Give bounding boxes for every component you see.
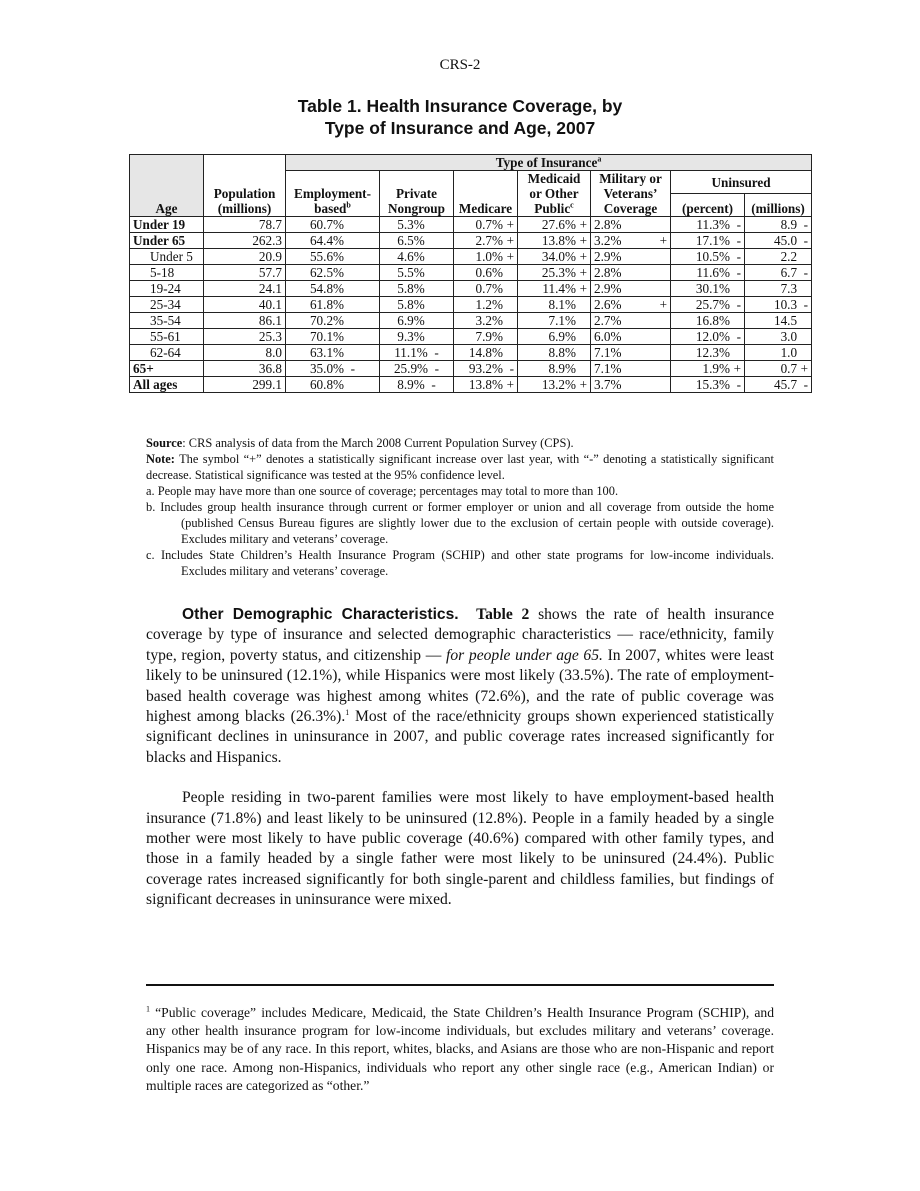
- note-text: The symbol “+” denotes a statistically significant increase over last year, with “-” denoting a statistically significant decrease. Statistical significance was tested at the 95% confidence level.: [146, 452, 774, 482]
- col-header-age: Age: [130, 155, 204, 217]
- cell-age-value: 62-64: [150, 345, 181, 360]
- table-title: [0, 95, 920, 139]
- cell-private-value: 5.3%: [397, 217, 425, 232]
- cell-age-value: 19-24: [150, 281, 181, 296]
- col-header-medicaid-line2: or Other: [529, 186, 579, 201]
- cell-uninsured-millions: [745, 329, 812, 345]
- cell-medicaid: [518, 329, 591, 345]
- cell-medicare-value: 1.2%: [475, 297, 503, 312]
- col-header-military-line1: Military or: [599, 171, 662, 186]
- coverage-table: [129, 154, 812, 393]
- cell-military-value: 7.1%: [594, 361, 622, 376]
- cell-population: [204, 297, 286, 313]
- cell-medicare-significance-flag: +: [506, 233, 514, 248]
- cell-medicare-value: 0.6%: [475, 265, 503, 280]
- cell-military: [591, 329, 671, 345]
- col-header-uninsured-millions: (millions): [745, 194, 812, 217]
- cell-age: [130, 361, 204, 377]
- col-header-military: [591, 171, 671, 217]
- table-row: [130, 217, 812, 233]
- cell-employment: [286, 377, 380, 393]
- group-header-sup: a: [597, 154, 602, 164]
- cell-population-value: 299.1: [252, 377, 282, 392]
- cell-employment: [286, 281, 380, 297]
- cell-employment-value: 60.8%: [309, 377, 345, 392]
- table-2-reference: Table 2: [476, 606, 530, 623]
- table-row: [130, 361, 812, 377]
- cell-uninsured-millions-significance-flag: -: [803, 297, 809, 312]
- cell-medicare: [454, 361, 518, 377]
- cell-uninsured-percent-value: 12.3%: [695, 345, 730, 360]
- cell-population: [204, 217, 286, 233]
- cell-uninsured-percent: [671, 345, 745, 361]
- cell-uninsured-percent: [671, 377, 745, 393]
- table-row: [130, 313, 812, 329]
- cell-age: [130, 329, 204, 345]
- cell-medicare-significance-flag: +: [506, 377, 514, 392]
- table-row: [130, 329, 812, 345]
- cell-age: [130, 297, 204, 313]
- cell-population-value: 78.7: [258, 217, 282, 232]
- run-in-heading: Other Demographic Characteristics.: [182, 606, 459, 623]
- cell-medicaid-value: 27.6%: [541, 217, 576, 232]
- cell-age-value: Under 5: [150, 249, 193, 264]
- cell-age-value: 35-54: [150, 313, 181, 328]
- cell-age: [130, 377, 204, 393]
- cell-medicaid-value: 8.9%: [548, 361, 576, 376]
- page-footnote: [146, 1004, 774, 1095]
- cell-private-value: 5.8%: [397, 297, 425, 312]
- cell-uninsured-millions: [745, 345, 812, 361]
- cell-medicaid-value: 13.2%: [541, 377, 576, 392]
- cell-private: [380, 217, 454, 233]
- table-row: [130, 233, 812, 249]
- cell-uninsured-percent-value: 11.6%: [696, 265, 730, 280]
- col-group-type-of-insurance: [286, 155, 812, 171]
- cell-employment: [286, 361, 380, 377]
- table-title-line-2: Type of Insurance and Age, 2007: [324, 118, 596, 138]
- cell-employment: [286, 217, 380, 233]
- cell-medicare: [454, 281, 518, 297]
- cell-medicaid: [518, 313, 591, 329]
- cell-military: [591, 361, 671, 377]
- cell-medicaid: [518, 345, 591, 361]
- cell-population-value: 262.3: [252, 233, 282, 248]
- cell-medicaid-value: 8.8%: [548, 345, 576, 360]
- cell-population-value: 25.3: [258, 329, 282, 344]
- cell-population: [204, 345, 286, 361]
- cell-employment: [286, 233, 380, 249]
- cell-medicare: [454, 249, 518, 265]
- table-row: [130, 345, 812, 361]
- cell-medicaid-value: 25.3%: [541, 265, 576, 280]
- cell-private-value: 6.5%: [397, 233, 425, 248]
- cell-uninsured-percent-value: 12.0%: [695, 329, 730, 344]
- page-footnote-1: [146, 1004, 774, 1095]
- cell-medicaid: [518, 281, 591, 297]
- cell-medicare-significance-flag: -: [509, 361, 514, 376]
- cell-population: [204, 377, 286, 393]
- cell-uninsured-millions: [745, 249, 812, 265]
- cell-medicare: [454, 345, 518, 361]
- cell-uninsured-percent-significance-flag: +: [733, 361, 741, 376]
- table-row: [130, 281, 812, 297]
- table-row: [130, 377, 812, 393]
- paragraph-1: [146, 605, 774, 768]
- cell-uninsured-percent: [671, 217, 745, 233]
- page-header: CRS-2: [439, 57, 481, 73]
- col-header-medicaid: [518, 171, 591, 217]
- cell-private-significance-flag: -: [434, 361, 440, 376]
- cell-medicaid: [518, 377, 591, 393]
- cell-population: [204, 329, 286, 345]
- cell-private: [380, 265, 454, 281]
- cell-uninsured-millions-value: 14.5: [773, 313, 798, 328]
- cell-employment-value: 54.8%: [309, 281, 345, 296]
- cell-medicaid-value: 7.1%: [548, 313, 576, 328]
- cell-population-value: 57.7: [258, 265, 282, 280]
- cell-age-value: 25-34: [150, 297, 181, 312]
- table-title-line-1: Table 1. Health Insurance Coverage, by: [297, 96, 623, 116]
- cell-uninsured-millions-significance-flag: +: [800, 361, 809, 376]
- cell-private-value: 11.1%: [394, 345, 428, 360]
- cell-employment-value: 61.8%: [309, 297, 345, 312]
- footnote-c: c. Includes State Children’s Health Insurance Program (SCHIP) and other state programs for low-income individuals. Excludes military and veterans’ coverage.: [146, 548, 774, 578]
- cell-population-value: 40.1: [258, 297, 282, 312]
- cell-military-significance-flag: +: [659, 297, 667, 312]
- cell-employment: [286, 313, 380, 329]
- cell-uninsured-percent-significance-flag: -: [736, 329, 741, 344]
- cell-employment-value: 60.7%: [309, 217, 345, 232]
- footnote-divider: [146, 984, 774, 986]
- cell-private-value: 5.5%: [397, 265, 425, 280]
- cell-military: [591, 265, 671, 281]
- cell-age-value: Under 19: [133, 217, 186, 232]
- cell-private: [380, 377, 454, 393]
- cell-population: [204, 265, 286, 281]
- cell-uninsured-millions-value: 3.0: [780, 329, 798, 344]
- cell-uninsured-millions-significance-flag: -: [803, 217, 809, 232]
- cell-medicare-value: 3.2%: [475, 313, 503, 328]
- cell-age-value: 5-18: [150, 265, 175, 280]
- footnote-ref-1: 1: [345, 707, 350, 717]
- cell-military: [591, 377, 671, 393]
- cell-employment-value: 64.4%: [309, 233, 345, 248]
- paragraph-1-text-a: shows the rate of health insurance coverage by type of insurance and selected demographic characteristics — race/ethnicity, family type, region, poverty status, and citizenship —: [146, 606, 775, 664]
- cell-private-value: 9.3%: [397, 329, 425, 344]
- cell-age: [130, 281, 204, 297]
- paragraph-2: People residing in two-parent families were most likely to have employment-based health insurance (71.8%) and least likely to be uninsured (12.8%). People in a family headed by a single mother were most likely to have public coverage (40.6%) compared with other family types, and those in a family headed by a single father were most likely to be uninsured (24.4%). Public coverage rates increased significantly for both single-parent and childless families, but findings of significant decreases in uninsurance were mixed.: [146, 789, 774, 909]
- body-text: [146, 605, 774, 931]
- cell-medicare-significance-flag: +: [506, 249, 514, 264]
- note-label: Note:: [146, 452, 175, 466]
- source-note: [146, 435, 774, 451]
- cell-uninsured-percent-value: 11.3%: [696, 217, 730, 232]
- cell-private-value: 4.6%: [397, 249, 425, 264]
- cell-medicaid-significance-flag: +: [579, 281, 587, 296]
- footnote-a: a. People may have more than one source of coverage; percentages may total to more than 100.: [146, 484, 619, 498]
- table-row: [130, 265, 812, 281]
- cell-employment-value: 55.6%: [309, 249, 345, 264]
- cell-medicare-value: 7.9%: [475, 329, 503, 344]
- cell-medicaid: [518, 297, 591, 313]
- cell-military-value: 2.9%: [594, 249, 622, 264]
- col-header-employment-line1: Employment-: [294, 186, 371, 201]
- cell-uninsured-percent-significance-flag: -: [736, 265, 741, 280]
- col-header-military-line3: Coverage: [603, 201, 658, 216]
- cell-uninsured-millions-significance-flag: -: [803, 265, 809, 280]
- col-header-uninsured: Uninsured: [671, 171, 812, 194]
- cell-medicare: [454, 217, 518, 233]
- cell-population-value: 36.8: [258, 361, 282, 376]
- cell-medicare: [454, 297, 518, 313]
- cell-private-value: 8.9%: [397, 377, 425, 392]
- cell-age: [130, 217, 204, 233]
- cell-military: [591, 313, 671, 329]
- cell-age: [130, 345, 204, 361]
- cell-private-significance-flag: -: [434, 345, 439, 360]
- col-header-employment: [286, 171, 380, 217]
- cell-military-value: 2.7%: [594, 313, 622, 328]
- cell-medicaid-value: 6.9%: [548, 329, 576, 344]
- cell-uninsured-percent: [671, 297, 745, 313]
- cell-population-value: 86.1: [258, 313, 282, 328]
- cell-military-value: 6.0%: [594, 329, 622, 344]
- cell-military: [591, 233, 671, 249]
- col-header-employment-line2: based: [314, 201, 347, 216]
- cell-private-value: 6.9%: [397, 313, 425, 328]
- paragraph-1-text-c: Most of the race/ethnicity groups shown experienced statistically significant declines in uninsurance in 2007, and public coverage rates increased significantly for blacks and Hispanics.: [146, 708, 774, 766]
- cell-medicare-value: 93.2%: [468, 361, 503, 376]
- cell-age: [130, 265, 204, 281]
- cell-uninsured-millions: [745, 313, 812, 329]
- cell-medicare: [454, 313, 518, 329]
- cell-medicaid-significance-flag: +: [579, 377, 587, 392]
- cell-private: [380, 281, 454, 297]
- cell-uninsured-percent: [671, 233, 745, 249]
- cell-medicaid-value: 8.1%: [548, 297, 576, 312]
- col-header-medicaid-line1: Medicaid: [527, 171, 581, 186]
- cell-uninsured-percent: [671, 361, 745, 377]
- cell-uninsured-millions-value: 7.3: [780, 281, 798, 296]
- cell-uninsured-millions: [745, 377, 812, 393]
- col-header-medicaid-sup: c: [570, 200, 574, 210]
- cell-uninsured-percent-significance-flag: -: [736, 233, 741, 248]
- paragraph-1-text-b: In 2007, whites were least likely to be uninsured (12.1%), while Hispanics were most likely (33.5%). The rate of employment-based health coverage was highest among whites (72.6%), and the rate of public coverage was highest among blacks (26.3%).: [146, 646, 775, 726]
- cell-medicaid-significance-flag: +: [579, 265, 587, 280]
- col-header-population-line1: Population: [213, 186, 276, 201]
- cell-uninsured-millions-significance-flag: -: [803, 377, 809, 392]
- cell-military: [591, 217, 671, 233]
- cell-private: [380, 233, 454, 249]
- cell-uninsured-percent-value: 10.5%: [695, 249, 730, 264]
- col-header-military-line2: Veterans’: [603, 186, 658, 201]
- cell-military-value: 2.9%: [594, 281, 622, 296]
- cell-age: [130, 233, 204, 249]
- footnote-b: b. Includes group health insurance through current or former employer or union and all coverage from outside the home (published Census Bureau figures are slightly lower due to the exclusion of certain people with outside coverage). Excludes military and veterans’ coverage.: [146, 500, 774, 546]
- cell-medicare: [454, 377, 518, 393]
- cell-private-significance-flag: -: [431, 377, 436, 392]
- cell-population-value: 24.1: [258, 281, 282, 296]
- cell-uninsured-percent: [671, 313, 745, 329]
- cell-employment: [286, 249, 380, 265]
- cell-medicaid-value: 13.8%: [541, 233, 576, 248]
- cell-uninsured-percent-value: 17.1%: [695, 233, 730, 248]
- cell-age: [130, 313, 204, 329]
- paragraph-1-italic: for people under age 65.: [446, 646, 603, 664]
- cell-private: [380, 329, 454, 345]
- cell-medicaid-value: 11.4%: [542, 281, 576, 296]
- cell-population-value: 8.0: [265, 345, 282, 360]
- cell-uninsured-percent: [671, 329, 745, 345]
- cell-uninsured-percent: [671, 281, 745, 297]
- cell-medicaid-significance-flag: +: [579, 249, 587, 264]
- page-footnote-marker: 1: [146, 1004, 150, 1014]
- cell-uninsured-millions: [745, 233, 812, 249]
- cell-uninsured-percent-value: 15.3%: [695, 377, 730, 392]
- cell-population: [204, 249, 286, 265]
- cell-military-value: 2.6%: [594, 297, 622, 312]
- col-header-medicaid-line3: Public: [534, 201, 571, 216]
- cell-military: [591, 249, 671, 265]
- col-header-population: [204, 155, 286, 217]
- coverage-table-body: [130, 217, 812, 393]
- cell-uninsured-millions-value: 8.9: [780, 217, 798, 232]
- cell-age-value: 65+: [133, 361, 154, 376]
- cell-medicare-significance-flag: +: [506, 217, 514, 232]
- cell-military-significance-flag: +: [659, 233, 667, 248]
- cell-population: [204, 313, 286, 329]
- cell-uninsured-millions-value: 2.2: [780, 249, 798, 264]
- cell-age: [130, 249, 204, 265]
- cell-military-value: 7.1%: [594, 345, 622, 360]
- cell-uninsured-millions-significance-flag: -: [803, 233, 809, 248]
- page-footnote-text: “Public coverage” includes Medicare, Medicaid, the State Children’s Health Insurance Program (SCHIP), and any other health insurance program for low-income individuals, but excludes military and veterans’ coverage. Hispanics may be of any race. In this report, whites, blacks, and Asians are those who are non-Hispanic and report only one race. Among non-Hispanics, individuals who report any other single race (e.g., American Indian) or multiple races are categorized as “other.”: [146, 1005, 774, 1093]
- cell-medicaid: [518, 361, 591, 377]
- cell-uninsured-percent-significance-flag: -: [736, 297, 741, 312]
- table-notes: [146, 435, 774, 579]
- col-header-employment-sup: b: [346, 200, 351, 210]
- cell-uninsured-millions: [745, 281, 812, 297]
- cell-private: [380, 313, 454, 329]
- col-header-private-line2: Nongroup: [388, 201, 445, 216]
- cell-medicare-value: 14.8%: [468, 345, 503, 360]
- cell-uninsured-percent-value: 16.8%: [695, 313, 730, 328]
- cell-military-value: 2.8%: [594, 217, 622, 232]
- cell-uninsured-millions-value: 45.0: [773, 233, 798, 248]
- cell-age-value: All ages: [133, 377, 178, 392]
- cell-uninsured-millions-value: 6.7: [780, 265, 798, 280]
- cell-uninsured-percent-significance-flag: -: [736, 217, 741, 232]
- col-header-population-line2: (millions): [217, 201, 272, 216]
- cell-medicare-value: 2.7%: [475, 233, 503, 248]
- cell-employment: [286, 297, 380, 313]
- source-label: Source: [146, 436, 183, 450]
- cell-military-value: 3.2%: [594, 233, 622, 248]
- cell-medicaid-significance-flag: +: [579, 217, 587, 232]
- group-header-label: Type of Insurance: [495, 155, 598, 170]
- col-header-private-line1: Private: [395, 186, 437, 201]
- cell-uninsured-millions: [745, 297, 812, 313]
- cell-military: [591, 345, 671, 361]
- cell-private: [380, 249, 454, 265]
- cell-employment-value: 62.5%: [309, 265, 345, 280]
- cell-uninsured-percent: [671, 249, 745, 265]
- cell-employment-significance-flag: -: [350, 361, 356, 376]
- col-header-private: [380, 171, 454, 217]
- cell-military-value: 2.8%: [594, 265, 622, 280]
- col-header-medicare: Medicare: [454, 171, 518, 217]
- cell-medicaid-value: 34.0%: [541, 249, 576, 264]
- cell-medicaid: [518, 265, 591, 281]
- cell-private: [380, 345, 454, 361]
- cell-employment: [286, 329, 380, 345]
- cell-age-value: Under 65: [133, 233, 186, 248]
- cell-uninsured-millions-value: 0.7: [780, 361, 798, 376]
- cell-uninsured-millions: [745, 361, 812, 377]
- cell-population: [204, 361, 286, 377]
- cell-medicaid: [518, 217, 591, 233]
- cell-private: [380, 361, 454, 377]
- cell-medicare-value: 0.7%: [475, 281, 503, 296]
- cell-medicaid: [518, 233, 591, 249]
- cell-private-value: 25.9%: [393, 361, 429, 376]
- cell-uninsured-millions-value: 10.3: [773, 297, 798, 312]
- cell-medicaid-significance-flag: +: [579, 233, 587, 248]
- cell-medicare: [454, 233, 518, 249]
- cell-medicaid: [518, 249, 591, 265]
- cell-uninsured-percent-significance-flag: -: [736, 377, 741, 392]
- cell-uninsured-millions-value: 1.0: [780, 345, 798, 360]
- cell-uninsured-millions: [745, 217, 812, 233]
- cell-employment-value: 70.1%: [309, 329, 345, 344]
- cell-employment: [286, 345, 380, 361]
- cell-employment: [286, 265, 380, 281]
- cell-uninsured-percent-significance-flag: -: [736, 249, 741, 264]
- cell-private: [380, 297, 454, 313]
- cell-medicare: [454, 265, 518, 281]
- cell-medicare-value: 0.7%: [475, 217, 503, 232]
- cell-age-value: 55-61: [150, 329, 181, 344]
- table-row: [130, 249, 812, 265]
- cell-population-value: 20.9: [258, 249, 282, 264]
- source-text: : CRS analysis of data from the March 2008 Current Population Survey (CPS).: [182, 436, 574, 450]
- col-header-uninsured-percent: (percent): [671, 194, 745, 217]
- cell-medicare: [454, 329, 518, 345]
- cell-employment-value: 35.0%: [309, 361, 345, 376]
- cell-population: [204, 281, 286, 297]
- cell-employment-value: 70.2%: [309, 313, 345, 328]
- cell-uninsured-percent-value: 25.7%: [695, 297, 730, 312]
- cell-uninsured-millions: [745, 265, 812, 281]
- cell-uninsured-percent-value: 30.1%: [695, 281, 730, 296]
- cell-uninsured-millions-value: 45.7: [773, 377, 798, 392]
- cell-military: [591, 281, 671, 297]
- cell-population: [204, 233, 286, 249]
- cell-medicare-value: 1.0%: [475, 249, 503, 264]
- cell-uninsured-percent: [671, 265, 745, 281]
- cell-private-value: 5.8%: [397, 281, 425, 296]
- cell-medicare-value: 13.8%: [468, 377, 503, 392]
- cell-military: [591, 297, 671, 313]
- cell-military-value: 3.7%: [594, 377, 622, 392]
- table-row: [130, 297, 812, 313]
- cell-employment-value: 63.1%: [309, 345, 345, 360]
- cell-uninsured-percent-value: 1.9%: [702, 361, 730, 376]
- significance-note: [146, 451, 774, 483]
